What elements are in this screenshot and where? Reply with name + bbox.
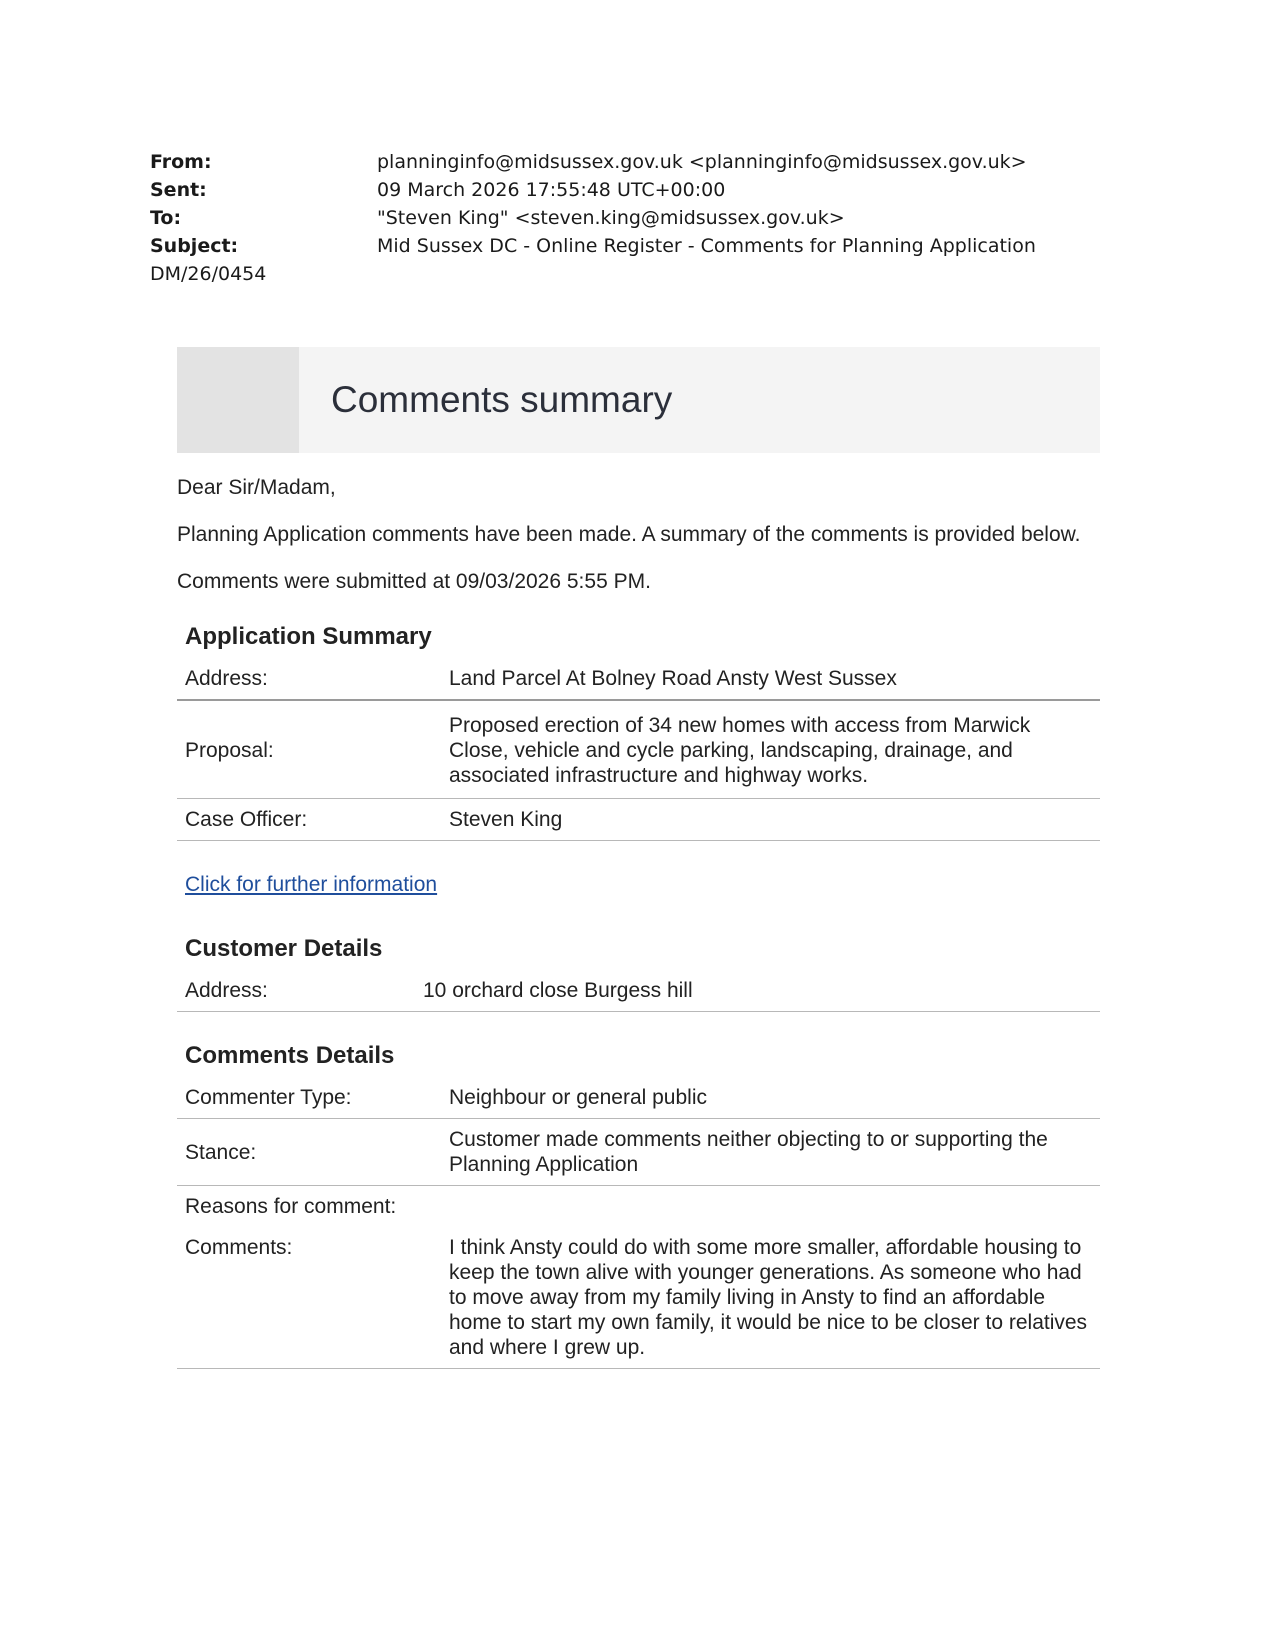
customer-address-value: 10 orchard close Burgess hill	[415, 970, 1100, 1012]
submitted-text: Comments were submitted at 09/03/2026 5:55 PM.	[177, 570, 651, 593]
intro-paragraph: Planning Application comments have been made. A summary of the comments is provided below.	[177, 523, 1081, 546]
customer-details-table	[177, 970, 1100, 1012]
from-value: planninginfo@midsussex.gov.uk <planninginfo@midsussex.gov.uk>	[377, 151, 1027, 173]
commenter-type-value: Neighbour or general public	[441, 1077, 1100, 1119]
address-value: Land Parcel At Bolney Road Ansty West Sussex	[441, 658, 1100, 700]
banner-title: Comments summary	[331, 379, 673, 420]
from-label: From:	[150, 151, 212, 173]
comments-label: Comments:	[177, 1227, 441, 1369]
comments-value: I think Ansty could do with some more smaller, affordable housing to keep the town alive with younger generations. As someone who had to move away from my family living in Ansty to find an affordable home to start my own family, it would be nice to be closer to relatives and where I grew up.	[441, 1227, 1100, 1369]
commenter-type-label: Commenter Type:	[177, 1077, 441, 1119]
email-header	[150, 148, 1150, 288]
table-row	[177, 970, 1100, 1012]
banner	[177, 347, 1100, 453]
comments-details-heading: Comments Details	[185, 1042, 395, 1069]
stance-label: Stance:	[177, 1119, 441, 1186]
greeting: Dear Sir/Madam,	[177, 476, 336, 499]
logo-placeholder	[177, 347, 299, 453]
customer-details-heading: Customer Details	[185, 935, 383, 962]
email-body	[177, 347, 1100, 1369]
header-from-row	[150, 148, 1150, 176]
case-officer-label: Case Officer:	[177, 799, 441, 841]
address-label: Address:	[177, 658, 441, 700]
application-summary-table	[177, 658, 1100, 841]
header-sent-row	[150, 176, 1150, 204]
case-officer-value: Steven King	[441, 799, 1100, 841]
table-row	[177, 700, 1100, 799]
sent-label: Sent:	[150, 179, 207, 201]
header-subject-row	[150, 232, 1150, 260]
table-row	[177, 799, 1100, 841]
application-summary-heading: Application Summary	[185, 623, 432, 650]
customer-address-label: Address:	[177, 970, 415, 1012]
table-row	[177, 1227, 1100, 1369]
table-row	[177, 1077, 1100, 1119]
proposal-label: Proposal:	[177, 700, 441, 799]
to-label: To:	[150, 207, 182, 229]
to-value: "Steven King" <steven.king@midsussex.gov.uk>	[377, 207, 845, 229]
reasons-value	[441, 1186, 1100, 1228]
table-row	[177, 658, 1100, 700]
subject-continuation: DM/26/0454	[150, 263, 267, 285]
sent-value: 09 March 2026 17:55:48 UTC+00:00	[377, 179, 726, 201]
proposal-value: Proposed erection of 34 new homes with access from Marwick Close, vehicle and cycle parking, landscaping, drainage, and associated infrastructure and highway works.	[441, 700, 1100, 799]
table-row	[177, 1186, 1100, 1228]
header-to-row	[150, 204, 1150, 232]
comments-details-table	[177, 1077, 1100, 1369]
stance-value: Customer made comments neither objecting to or supporting the Planning Application	[441, 1119, 1100, 1186]
table-row	[177, 1119, 1100, 1186]
subject-value: Mid Sussex DC - Online Register - Comments for Planning Application	[377, 235, 1036, 257]
further-information-link[interactable]: Click for further information	[185, 873, 438, 896]
subject-label: Subject:	[150, 235, 239, 257]
reasons-label: Reasons for comment:	[185, 1195, 397, 1218]
